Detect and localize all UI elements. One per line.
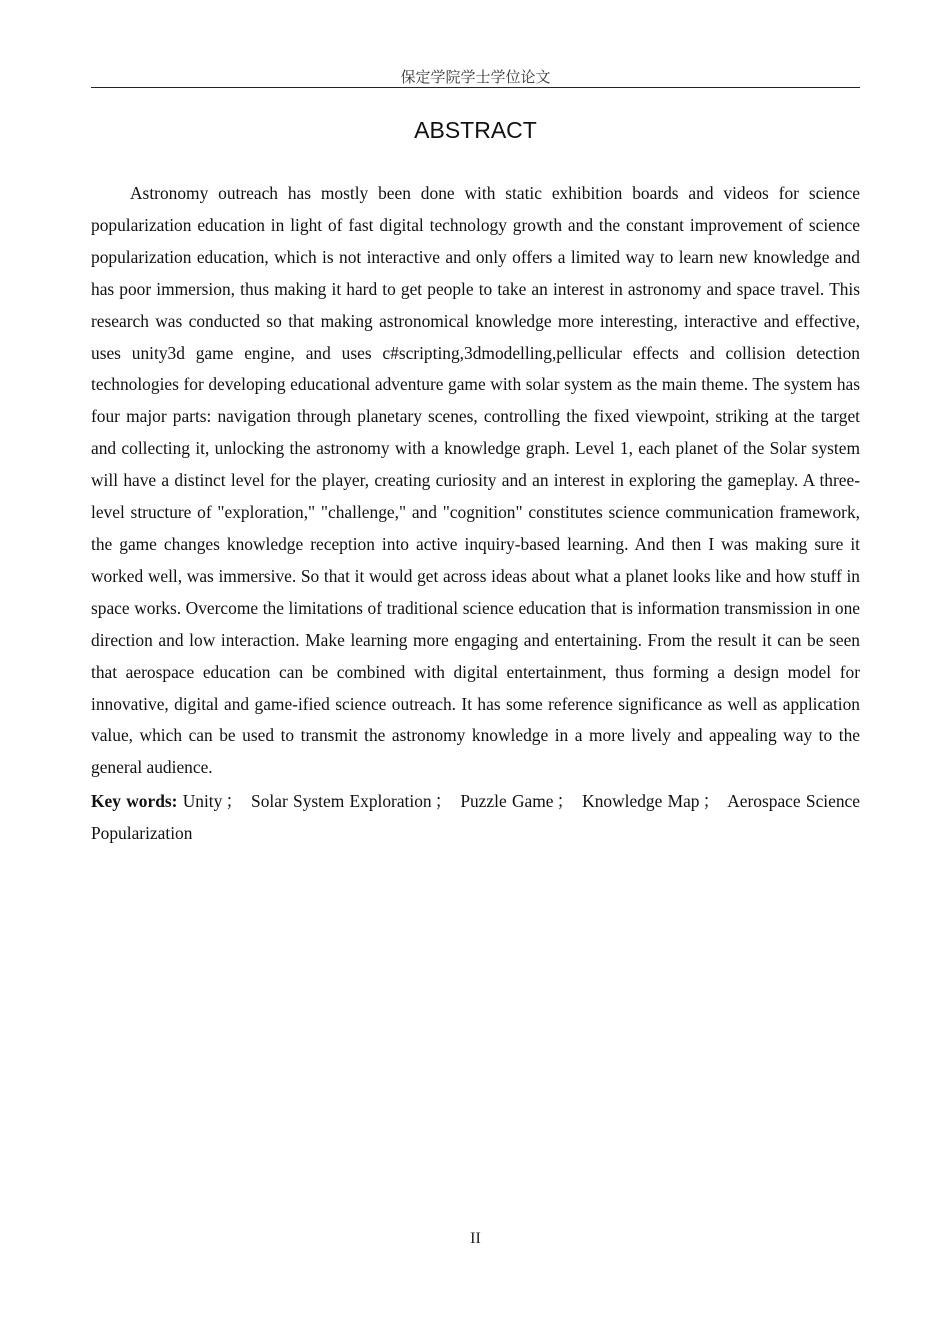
abstract-heading: ABSTRACT	[414, 117, 537, 143]
keyword-separator: ；	[225, 791, 243, 812]
keyword-item: Unity	[182, 791, 223, 812]
keyword-item: Solar System Exploration	[251, 791, 432, 812]
keyword-separator: ；	[556, 791, 574, 812]
page-number: II	[470, 1230, 481, 1247]
keyword-item: Aerospace Science Popularization	[91, 791, 860, 844]
abstract-paragraph: Astronomy outreach has mostly been done with static exhibition boards and videos for science popularization education in light of fast digital technology growth and the constant improvement of science popularization education, which is not interactive and only offers a limited way to learn new knowledge and has poor immersion, thus making it hard to get people to take an interest in astronomy and space travel. This research was conducted so that making astronomical knowledge more interesting, interactive and effective, uses unity3d game engine, and uses c#scripting,3dmodelling,pellicular effects and collision detection technologies for developing educational adventure game with solar system as the main theme. The system has four major parts: navigation through planetary scenes, controlling the fixed viewpoint, striking at the target and collecting it, unlocking the astronomy with a knowledge graph. Level 1, each planet of the Solar system will have a distinct level for the player, creating curiosity and an interest in exploring the gameplay. A three-level structure of "exploration," "challenge," and "cognition" constitutes science communication framework, the game changes knowledge reception into active inquiry-based learning. And then I was making sure it worked well, was immersive. So that it would get across ideas about what a planet looks like and how stuff in space works. Overcome the limitations of traditional science education that is information transmission in one direction and low interaction. Make learning more engaging and entertaining. From the result it can be seen that aerospace education can be combined with digital entertainment, thus forming a design model for innovative, digital and game-ified science outreach. It has some reference significance as well as application value, which can be used to transmit the astronomy knowledge in a more lively and appealing way to the general audience.	[91, 183, 860, 778]
running-header	[91, 67, 860, 88]
abstract-body	[91, 178, 860, 850]
header-title: 保定学院学士学位论文	[400, 68, 551, 86]
keyword-separator: ；	[434, 791, 453, 812]
keyword-separator: ；	[702, 791, 720, 812]
keyword-item: Puzzle Game	[460, 791, 554, 812]
keyword-item: Knowledge Map	[582, 791, 700, 812]
keywords-label: Key words:	[91, 791, 178, 812]
keywords-line	[91, 786, 860, 850]
